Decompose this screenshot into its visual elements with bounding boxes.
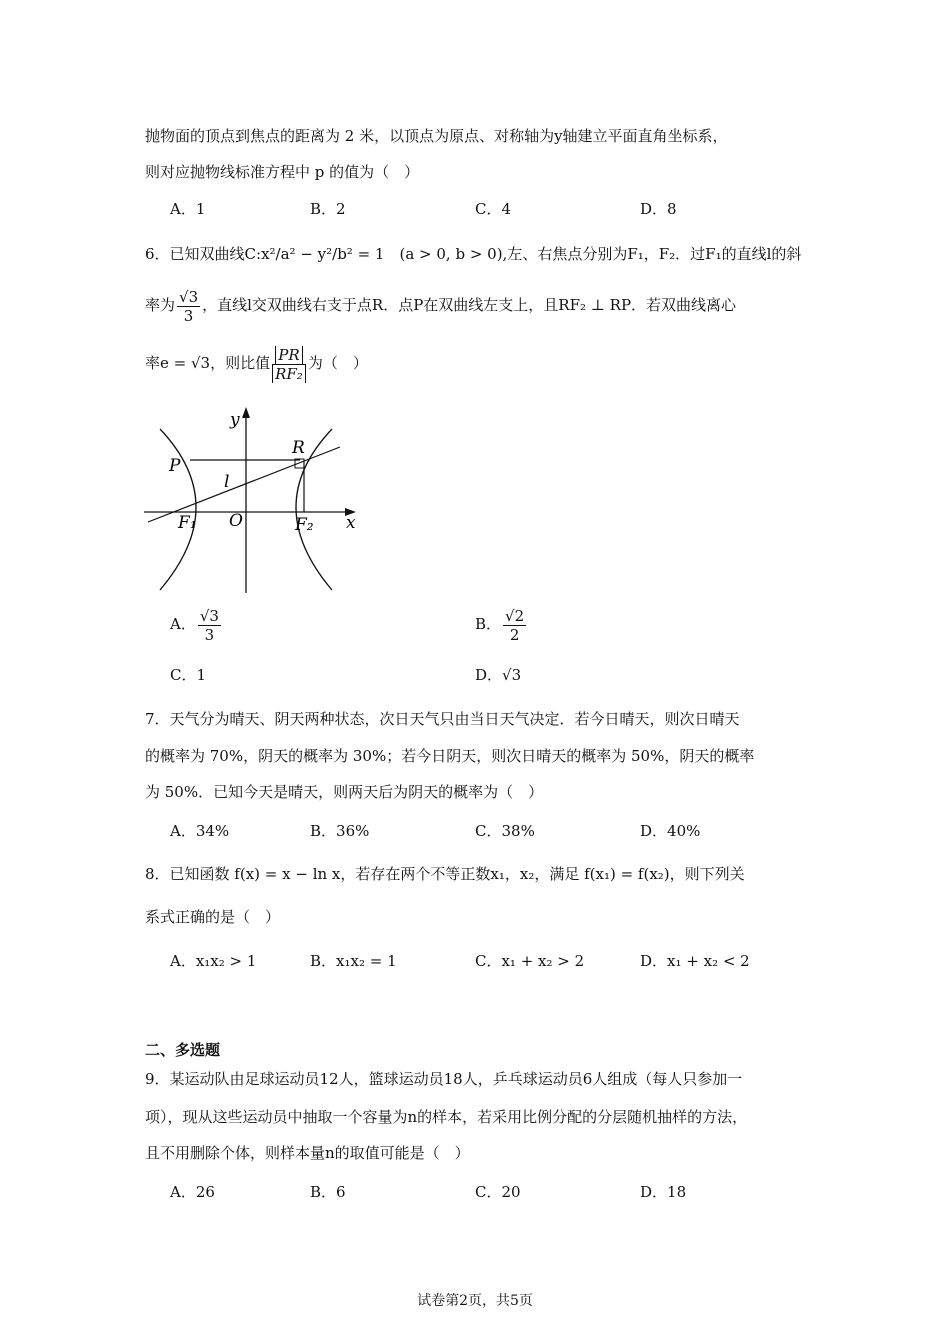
label-f1: F₁ (178, 513, 197, 533)
q6-option-a (170, 605, 223, 644)
q6-option-b (475, 605, 528, 644)
q6-line-3-start: 率e = √3，则比值 (145, 354, 271, 372)
q6-option-b-label: B． (475, 615, 502, 633)
label-y: y (230, 410, 240, 430)
q7-line-1: 7．天气分为晴天、阴天两种状态，次日天气只由当日天气决定．若今日晴天，则次日晴天 (145, 710, 740, 728)
q6-ratio-denominator: RF₂ (272, 365, 306, 383)
q9-option-c: C．20 (475, 1183, 521, 1201)
q6-option-d: D．√3 (475, 666, 522, 684)
q5-option-a: A．1 (170, 200, 206, 218)
q6-line-1 (145, 244, 801, 264)
page-footer: 试卷第2页，共5页 (417, 1293, 533, 1309)
label-p: P (169, 456, 181, 476)
q7-option-b: B．36% (310, 822, 370, 840)
q6-line-2-end: ，直线l交双曲线右支于点R．点P在双曲线左支上，且RF₂ ⊥ RP．若双曲线离心 (202, 296, 737, 314)
q7-line-3: 为 50%．已知今天是晴天，则两天后为阴天的概率为（ ） (145, 783, 544, 801)
y-axis-arrow-icon (242, 407, 250, 418)
q9-option-d: D．18 (640, 1183, 687, 1201)
q7-option-d: D．40% (640, 822, 701, 840)
q9-option-a: A．26 (170, 1183, 215, 1201)
q6-line-2-start: 率为 (145, 296, 176, 314)
q9-option-b: B．6 (310, 1183, 346, 1201)
q8-option-c: C．x₁ + x₂ > 2 (475, 952, 585, 970)
q6-option-c: C．1 (170, 666, 207, 684)
q6-slope-denominator: 3 (183, 306, 194, 325)
q9-line-1: 9．某运动队由足球运动员12人，篮球运动员18人，乒乓球运动员6人组成（每人只参加一 (145, 1070, 743, 1088)
q6-option-a-numerator: √3 (199, 606, 219, 625)
section-heading: 二、多选题 (145, 1041, 221, 1059)
q5-option-d: D．8 (640, 200, 677, 218)
q6-line-1-equation: x²/a² − y²/b² = 1 (a > 0, b > 0),左、右焦点分别为F₁，F₂．过F₁的直线l的斜 (261, 245, 802, 263)
q6-line-3-end: 为（ ） (307, 354, 368, 372)
q6-option-b-numerator: √2 (505, 606, 525, 625)
q8-option-d: D．x₁ + x₂ < 2 (640, 952, 750, 970)
q6-slope-numerator: √3 (179, 287, 199, 306)
q6-slope-fraction (177, 288, 200, 325)
q5-option-b: B．2 (310, 200, 346, 218)
q5-line-2: 则对应抛物线标准方程中 p 的值为（ ） (145, 163, 420, 181)
q6-line-3 (145, 344, 368, 383)
q6-ratio-numerator: PR (275, 346, 302, 364)
q6-ratio-fraction (272, 346, 306, 383)
label-x: x (346, 513, 356, 533)
q6-option-b-denominator: 2 (509, 625, 520, 644)
q6-line-2 (145, 286, 736, 325)
q7-option-a: A．34% (170, 822, 230, 840)
q7-option-c: C．38% (475, 822, 535, 840)
q8-line-2: 系式正确的是（ ） (145, 908, 281, 926)
q5-option-c: C．4 (475, 200, 512, 218)
q9-line-3: 且不用删除个体，则样本量n的取值可能是（ ） (145, 1144, 470, 1162)
q8-option-a: A．x₁x₂ > 1 (170, 952, 257, 970)
label-l: l (224, 472, 230, 492)
label-f2: F₂ (295, 515, 314, 535)
q9-line-2: 项），现从这些运动员中抽取一个容量为n的样本，若采用比例分配的分层随机抽样的方法， (145, 1108, 748, 1126)
q7-line-2: 的概率为 70%，阴天的概率为 30%；若今日阴天，则次日晴天的概率为 50%，阴天的概率 (145, 747, 755, 765)
q5-line-1: 抛物面的顶点到焦点的距离为 2 米，以顶点为原点、对称轴为y轴建立平面直角坐标系， (145, 127, 728, 145)
q6-option-a-label: A． (170, 615, 196, 633)
hyperbola-left-branch (160, 429, 196, 590)
q6-option-a-denominator: 3 (204, 625, 215, 644)
q8-line-1: 8．已知函数 f(x) = x − ln x，若存在两个不等正数x₁，x₂，满足 f(x₁) = f(x₂)，则下列关 (145, 865, 745, 883)
hyperbola-figure (140, 405, 370, 597)
label-o: O (229, 511, 243, 531)
q8-option-b: B．x₁x₂ = 1 (310, 952, 397, 970)
q6-line-1-start: 6．已知双曲线C: (145, 245, 262, 263)
label-r: R (292, 438, 305, 458)
